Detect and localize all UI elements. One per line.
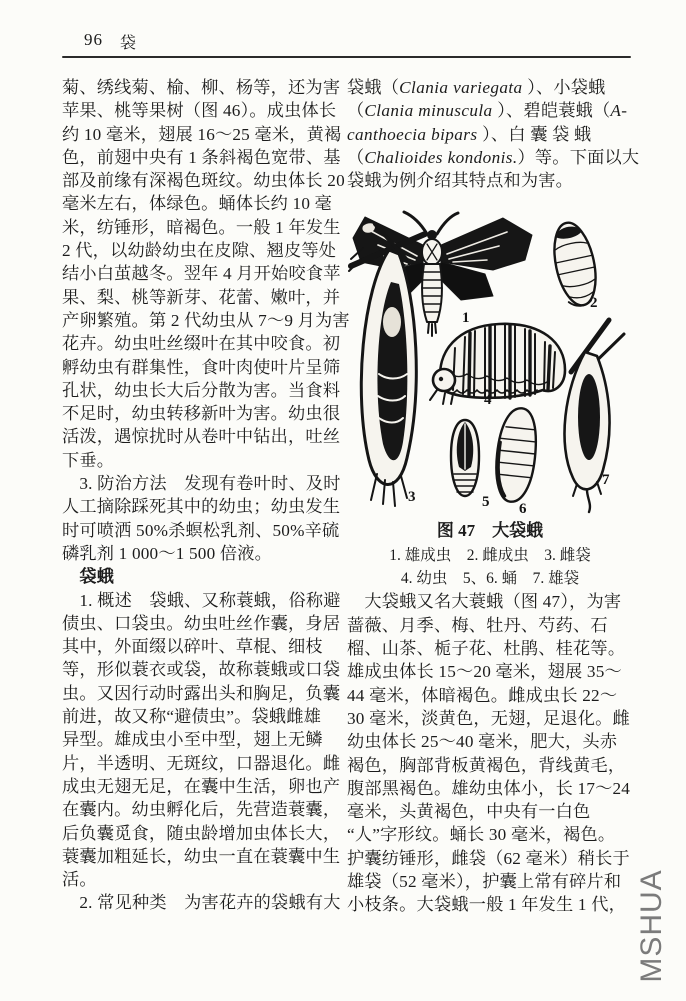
figure-label-6: 6: [519, 501, 527, 518]
text-line: “人”字形纹。蛹长 30 毫米，褐色。: [347, 825, 616, 845]
text-line: 幼虫体长 25～40 毫米，肥大，头赤: [347, 732, 618, 752]
text-line: 债虫、口袋虫。幼虫吐丝作囊，身居: [62, 613, 341, 633]
text-line: 后负囊觅食，随虫龄增加虫体长大，: [62, 823, 341, 843]
right-column: [347, 76, 640, 917]
text-line: 色，前翅中央有 1 条斜褐色宽带、基: [62, 147, 341, 167]
figure-caption-line1: 1. 雄成虫 2. 雌成虫 3. 雌袋: [389, 547, 591, 565]
text-line: 结小白茧越冬。翌年 4 月开始咬食苹: [62, 264, 341, 284]
right-column-intro: [347, 76, 640, 192]
text-line: 时可喷洒 50%杀螟松乳剂、50%辛硫: [62, 520, 340, 540]
page-number: 96: [84, 30, 103, 49]
text-line: 活。: [62, 870, 97, 890]
text-line: 袋蛾为例介绍其特点和为害。: [347, 171, 574, 191]
text-line: 约 10 毫米，翅展 16～25 毫米，黄褐: [62, 124, 342, 144]
text-line: 果、梨、桃等新芽、花蕾、嫩叶，并: [62, 287, 341, 307]
text-line: 蔷薇、月季、梅、牡丹、芍药、石: [347, 615, 608, 635]
watermark: MSHUA: [635, 869, 668, 983]
text-line: 活泼，遇惊扰时从卷叶中钻出，吐丝: [62, 427, 341, 447]
text-line: 孔状，幼虫长大后分散为害。当食料: [62, 380, 341, 400]
text-line: 磷乳剂 1 000～1 500 倍液。: [62, 543, 273, 563]
right-column-body: [347, 590, 633, 916]
figure-47: [347, 204, 633, 516]
text-line: 雄成虫体长 15～20 毫米，翅展 35～: [347, 662, 622, 682]
text-line: （Clania minuscula ）、碧皑蓑蛾（A-: [347, 101, 628, 121]
text-line: 下垂。: [62, 450, 115, 470]
text-line: 30 毫米，淡黄色，无翅，足退化。雌: [347, 708, 630, 728]
text-line: 异型。雄成虫小至中型，翅上无鳞: [62, 730, 323, 750]
figure-label-2: 2: [590, 295, 598, 312]
header-rule: [62, 56, 631, 58]
text-line: 虫。又因行动时露出头和胸足，负囊: [62, 683, 341, 703]
text-line: 毫米左右，体绿色。蛹体长约 10 毫: [62, 194, 333, 214]
text-line: 蓑囊加粗延长，幼虫一直在蓑囊中生: [62, 846, 341, 866]
text-line: 袋蛾（Clania variegata ）、小袋蛾: [347, 78, 606, 97]
text-line: 花卉。幼虫吐丝缀叶在其中咬食。初: [62, 334, 341, 354]
text-line: 大袋蛾又名大蓑蛾（图 47），为害: [347, 592, 622, 612]
text-line: 在囊内。幼虫孵化后，先营造蓑囊，: [62, 800, 341, 820]
figure-label-7: 7: [602, 472, 610, 489]
text-line: 片，半透明、无斑纹，口器退化。雌: [62, 753, 341, 773]
bagworm-illustration: [347, 204, 633, 514]
text-line: 成虫无翅无足，在囊中生活，卵也产: [62, 776, 341, 796]
text-line: 2 代，以幼龄幼虫在皮隙、翘皮等处: [62, 241, 337, 261]
text-line: （Chalioides kondonis.）等。下面以大: [347, 147, 640, 167]
text-line: 产卵繁殖。第 2 代幼虫从 7～9 月为害: [62, 310, 350, 330]
text-line: 苹果、桃等果树（图 46）。成虫体长: [62, 101, 337, 121]
figure-label-3: 3: [408, 489, 416, 506]
text-line: 前进，故又称“避债虫”。袋蛾雌雄: [62, 707, 322, 727]
text-line: 雄袋（52 毫米），护囊上常有碎片和: [347, 872, 622, 892]
text-line: 护囊纺锤形，雌袋（62 毫米）稍长于: [347, 848, 630, 868]
text-line: 孵幼虫有群集性，食叶肉使叶片呈筛: [62, 357, 341, 377]
figure-label-4: 4: [484, 392, 492, 409]
figure-caption-title: 图 47 大袋蛾: [436, 521, 544, 541]
text-line: 褐色，胸部背板黄褐色，背线黄毛，: [347, 755, 626, 775]
text-line: 1. 概述 袋蛾、又称蓑蛾，俗称避: [62, 590, 341, 610]
figure-caption-line2: 4. 幼虫 5、6. 蛹 7. 雄袋: [400, 570, 580, 588]
chapter-word: 袋: [120, 35, 137, 52]
text-line: 榴、山茶、栀子花、杜鹃、桂花等。: [347, 639, 626, 659]
text-line: 部及前缘有深褐色斑纹。幼虫体长 20: [62, 171, 345, 191]
figure-label-1: 1: [462, 310, 470, 327]
text-line: 小枝条。大袋蛾一般 1 年发生 1 代，: [347, 895, 627, 915]
text-line: canthoecia bipars ）、白 囊 袋 蛾: [347, 124, 592, 144]
left-column: [62, 76, 350, 915]
text-line: 米，纺锤形，暗褐色。一般 1 年发生: [62, 217, 341, 237]
text-line: 菊、绣线菊、榆、柳、杨等，还为害: [62, 78, 341, 97]
text-line: 不足时，幼虫转移新叶为害。幼虫很: [62, 404, 341, 424]
text-line: 腹部黑褐色。雄幼虫体小，长 17～24: [347, 778, 631, 798]
text-line: 2. 常见种类 为害花卉的袋蛾有大: [62, 893, 341, 913]
text-line: 3. 防治方法 发现有卷叶时、及时: [62, 474, 341, 494]
text-line: 人工摘除踩死其中的幼虫；幼虫发生: [62, 497, 341, 517]
text-line: 袋蛾: [62, 567, 115, 587]
text-line: 其中，外面缀以碎叶、草棍、细枝: [62, 637, 323, 657]
text-line: 毫米，头黄褐色，中央有一白色: [347, 802, 591, 822]
text-line: 44 毫米，体暗褐色。雌成虫长 22～: [347, 685, 618, 705]
figure-label-5: 5: [482, 494, 490, 511]
text-line: 等，形似蓑衣或袋，故称蓑蛾或口袋: [62, 660, 341, 680]
